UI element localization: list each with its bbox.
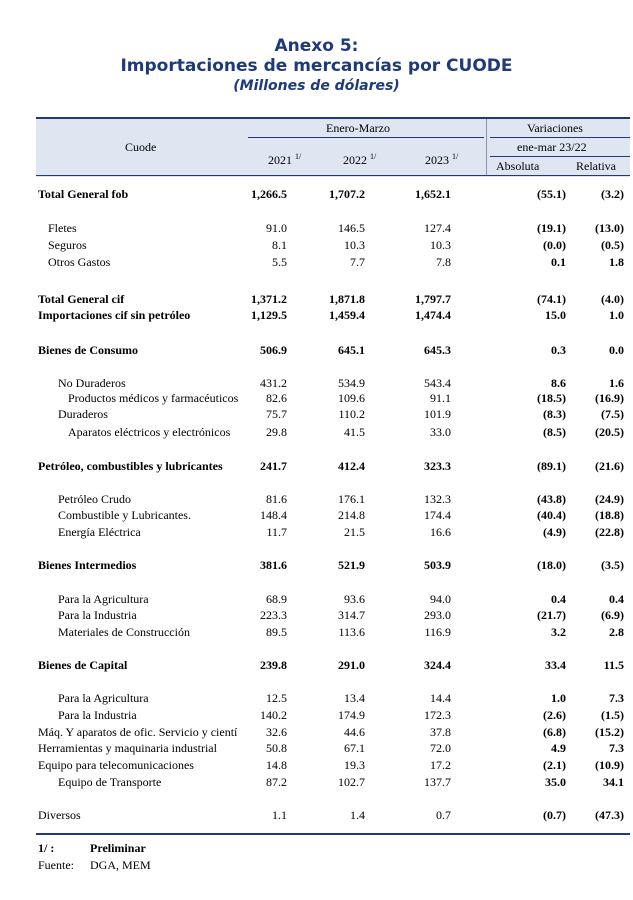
cell-relativa: 0.0 (609, 343, 624, 357)
header-enero-marzo: Enero-Marzo (326, 121, 390, 135)
cell-2021: 75.7 (266, 407, 287, 421)
table-row (0, 774, 633, 790)
cell-absoluta: 0.3 (551, 343, 566, 357)
cell-absoluta: (43.8) (537, 492, 566, 506)
cell-absoluta: 4.9 (551, 741, 566, 755)
table-row (0, 807, 633, 823)
cell-2023: 33.0 (430, 425, 451, 439)
cell-2022: 102.7 (338, 775, 365, 789)
table-row (0, 524, 633, 540)
cell-absoluta: (74.1) (537, 292, 566, 306)
table-row (0, 220, 633, 236)
cell-2023: 645.3 (424, 343, 451, 357)
cell-2023: 91.1 (430, 391, 451, 405)
cell-2022: 1,707.2 (329, 187, 365, 201)
cell-2023: 16.6 (430, 525, 451, 539)
source-label: Fuente: (38, 858, 74, 872)
row-label: Combustible y Lubricantes. (58, 508, 191, 522)
cell-relativa: 34.1 (603, 775, 624, 789)
cell-2021: 140.2 (260, 708, 287, 722)
cell-2021: 1.1 (272, 808, 287, 822)
title-units: (Millones de dólares) (233, 78, 400, 94)
cell-2023: 503.9 (424, 558, 451, 572)
header-year-2022: 2022 $^{1/}$ (343, 152, 377, 167)
row-label: Bienes de Capital (38, 658, 128, 672)
table-row (0, 342, 633, 358)
header-rule-var-sub (490, 156, 630, 157)
table-row (0, 458, 633, 474)
cell-relativa: (10.9) (595, 758, 624, 772)
row-label: Para la Industria (58, 608, 137, 622)
header-var-period: ene-mar 23/22 (517, 140, 587, 154)
table-row (0, 254, 633, 270)
row-label: Para la Industria (58, 708, 137, 722)
row-label: Energía Eléctrica (58, 525, 141, 539)
table-row (0, 186, 633, 202)
title-line-2: Importaciones de mercancías por CUODE (120, 56, 513, 76)
cell-2021: 89.5 (266, 625, 287, 639)
cell-absoluta: 8.6 (551, 376, 566, 390)
row-label: No Duraderos (58, 376, 126, 390)
row-label: Seguros (48, 238, 87, 252)
cell-2021: 81.6 (266, 492, 287, 506)
table-row (0, 307, 633, 323)
cell-2022: 10.3 (344, 238, 365, 252)
cell-2021: 506.9 (260, 343, 287, 357)
cell-2022: 1.4 (350, 808, 365, 822)
cell-absoluta: (8.3) (543, 407, 566, 421)
table-row (0, 724, 633, 740)
row-label: Equipo para telecomunicaciones (38, 758, 194, 772)
cell-absoluta: (40.4) (537, 508, 566, 522)
cell-2021: 8.1 (272, 238, 287, 252)
header-year-2021: 2021 $^{1/}$ (268, 152, 302, 167)
table-row (0, 406, 633, 422)
cell-relativa: (20.5) (595, 425, 624, 439)
cell-relativa: 7.3 (609, 741, 624, 755)
cell-2021: 91.0 (266, 221, 287, 235)
cell-absoluta: 35.0 (545, 775, 566, 789)
row-label: Para la Agricultura (58, 691, 149, 705)
cell-2022: 291.0 (338, 658, 365, 672)
cell-relativa: (16.9) (595, 391, 624, 405)
cell-relativa: (6.9) (601, 608, 624, 622)
cell-2022: 109.6 (338, 391, 365, 405)
header-relativa: Relativa (576, 159, 616, 173)
cell-relativa: 1.0 (609, 308, 624, 322)
cell-2022: 41.5 (344, 425, 365, 439)
cell-2021: 241.7 (260, 459, 287, 473)
cell-2023: 137.7 (424, 775, 451, 789)
table-row (0, 507, 633, 523)
cell-relativa: (0.5) (601, 238, 624, 252)
footnote-text: Preliminar (90, 841, 146, 855)
cell-2022: 19.3 (344, 758, 365, 772)
table-row (0, 390, 633, 406)
table-row (0, 757, 633, 773)
table-row (0, 607, 633, 623)
row-label: Materiales de Construcción (58, 625, 190, 639)
table-bottom-rule (36, 833, 630, 835)
table-row (0, 237, 633, 253)
cell-2023: 324.4 (424, 658, 451, 672)
row-label: Total General fob (38, 187, 129, 201)
table-row (0, 657, 633, 673)
table-row (0, 557, 633, 573)
cell-2021: 87.2 (266, 775, 287, 789)
cell-2023: 543.4 (424, 376, 451, 390)
cell-absoluta: 15.0 (545, 308, 566, 322)
cell-2022: 645.1 (338, 343, 365, 357)
cell-2021: 82.6 (266, 391, 287, 405)
row-label: Bienes de Consumo (38, 343, 139, 357)
cell-2023: 293.0 (424, 608, 451, 622)
table-row (0, 291, 633, 307)
cell-2022: 13.4 (344, 691, 365, 705)
header-bottom-rule (36, 175, 630, 176)
cell-absoluta: 3.2 (551, 625, 566, 639)
cell-2021: 5.5 (272, 255, 287, 269)
cell-relativa: (24.9) (595, 492, 624, 506)
cell-absoluta: (2.6) (543, 708, 566, 722)
cell-2023: 1,797.7 (415, 292, 451, 306)
cell-2023: 1,474.4 (415, 308, 451, 322)
cell-2021: 1,266.5 (251, 187, 287, 201)
cell-2023: 72.0 (430, 741, 451, 755)
cell-absoluta: (18.0) (537, 558, 566, 572)
cell-relativa: 0.4 (609, 592, 624, 606)
cell-2021: 1,371.2 (251, 292, 287, 306)
row-label: Otros Gastos (48, 255, 111, 269)
row-label: Bienes Intermedios (38, 558, 137, 572)
cell-absoluta: (4.9) (543, 525, 566, 539)
cell-relativa: (47.3) (595, 808, 624, 822)
cell-2023: 17.2 (430, 758, 451, 772)
cell-absoluta: (21.7) (537, 608, 566, 622)
cell-2021: 381.6 (260, 558, 287, 572)
cell-2021: 148.4 (260, 508, 287, 522)
cell-2023: 323.3 (424, 459, 451, 473)
cell-2022: 7.7 (350, 255, 365, 269)
row-label: Petróleo, combustibles y lubricantes (38, 459, 223, 473)
cell-2023: 101.9 (424, 407, 451, 421)
table-row (0, 491, 633, 507)
table-row (0, 690, 633, 706)
cell-relativa: (22.8) (595, 525, 624, 539)
cell-absoluta: (2.1) (543, 758, 566, 772)
cell-2023: 132.3 (424, 492, 451, 506)
cell-2022: 214.8 (338, 508, 365, 522)
header-variaciones: Variaciones (527, 121, 583, 135)
cell-2023: 7.8 (436, 255, 451, 269)
cell-2022: 44.6 (344, 725, 365, 739)
cell-2023: 1,652.1 (415, 187, 451, 201)
cell-2021: 431.2 (260, 376, 287, 390)
cell-absoluta: 33.4 (545, 658, 566, 672)
cell-relativa: (4.0) (601, 292, 624, 306)
row-label: Total General cif (38, 292, 125, 306)
cell-2021: 50.8 (266, 741, 287, 755)
cell-relativa: (21.6) (595, 459, 624, 473)
source-text: DGA, MEM (90, 858, 151, 872)
cell-2023: 37.8 (430, 725, 451, 739)
cell-2022: 113.6 (338, 625, 365, 639)
cell-absoluta: 0.1 (551, 255, 566, 269)
cell-relativa: (13.0) (595, 221, 624, 235)
row-label: Fletes (48, 221, 77, 235)
cell-2022: 110.2 (338, 407, 365, 421)
cell-relativa: (3.2) (601, 187, 624, 201)
cell-2021: 32.6 (266, 725, 287, 739)
cell-absoluta: 1.0 (551, 691, 566, 705)
cell-absoluta: (0.0) (543, 238, 566, 252)
cell-2021: 14.8 (266, 758, 287, 772)
cell-2021: 223.3 (260, 608, 287, 622)
cell-relativa: 2.8 (609, 625, 624, 639)
row-label: Productos médicos y farmacéuticos (68, 391, 239, 405)
cell-2023: 10.3 (430, 238, 451, 252)
cell-relativa: 7.3 (609, 691, 624, 705)
cell-relativa: (1.5) (601, 708, 624, 722)
header-rule-period (248, 137, 484, 138)
cell-relativa: 1.8 (609, 255, 624, 269)
cell-2023: 0.7 (436, 808, 451, 822)
row-label: Diversos (38, 808, 81, 822)
row-label: Importaciones cif sin petróleo (38, 308, 191, 322)
cell-2021: 12.5 (266, 691, 287, 705)
table-row (0, 624, 633, 640)
table-row (0, 375, 633, 391)
cell-absoluta: (6.8) (543, 725, 566, 739)
cell-relativa: 11.5 (603, 658, 624, 672)
cell-relativa: (15.2) (595, 725, 624, 739)
cell-2023: 172.3 (424, 708, 451, 722)
cell-2023: 127.4 (424, 221, 451, 235)
title-line-1: Anexo 5: (274, 36, 359, 56)
table-row (0, 707, 633, 723)
row-label: Duraderos (58, 407, 108, 421)
cell-2021: 11.7 (266, 525, 287, 539)
cell-2021: 68.9 (266, 592, 287, 606)
cell-absoluta: 0.4 (551, 592, 566, 606)
cell-2022: 314.7 (338, 608, 365, 622)
header-cuode: Cuode (125, 140, 157, 154)
row-label: Máq. Y aparatos de ofic. Servicio y cientí (38, 725, 238, 739)
row-label: Equipo de Transporte (58, 775, 162, 789)
row-label: Herramientas y maquinaria industrial (38, 741, 217, 755)
row-label: Para la Agricultura (58, 592, 149, 606)
cell-2022: 521.9 (338, 558, 365, 572)
cell-relativa: (3.5) (601, 558, 624, 572)
cell-2022: 93.6 (344, 592, 365, 606)
cell-absoluta: (18.5) (537, 391, 566, 405)
table-row (0, 424, 633, 440)
cell-2022: 534.9 (338, 376, 365, 390)
cell-2022: 21.5 (344, 525, 365, 539)
cell-2021: 1,129.5 (251, 308, 287, 322)
cell-2021: 239.8 (260, 658, 287, 672)
footnote-mark: 1/ : (38, 841, 55, 855)
cell-relativa: 1.6 (609, 376, 624, 390)
cell-relativa: (7.5) (601, 407, 624, 421)
cell-2022: 146.5 (338, 221, 365, 235)
cell-2022: 174.9 (338, 708, 365, 722)
cell-absoluta: (89.1) (537, 459, 566, 473)
cell-absoluta: (0.7) (543, 808, 566, 822)
cell-2022: 67.1 (344, 741, 365, 755)
table-row (0, 740, 633, 756)
cell-2023: 14.4 (430, 691, 451, 705)
row-label: Petróleo Crudo (58, 492, 131, 506)
cell-2022: 1,871.8 (329, 292, 365, 306)
cell-2023: 116.9 (424, 625, 451, 639)
header-divider (486, 119, 487, 175)
cell-2022: 176.1 (338, 492, 365, 506)
cell-absoluta: (55.1) (537, 187, 566, 201)
cell-2023: 174.4 (424, 508, 451, 522)
table-row (0, 591, 633, 607)
cell-2023: 94.0 (430, 592, 451, 606)
cell-2022: 412.4 (338, 459, 365, 473)
cell-absoluta: (8.5) (543, 425, 566, 439)
header-absoluta: Absoluta (496, 159, 540, 173)
cell-absoluta: (19.1) (537, 221, 566, 235)
cell-2022: 1,459.4 (329, 308, 365, 322)
header-year-2023: 2023 $^{1/}$ (425, 152, 459, 167)
cell-relativa: (18.8) (595, 508, 624, 522)
row-label: Aparatos eléctricos y electrónicos (68, 425, 231, 439)
header-rule-var (490, 137, 630, 138)
cell-2021: 29.8 (266, 425, 287, 439)
